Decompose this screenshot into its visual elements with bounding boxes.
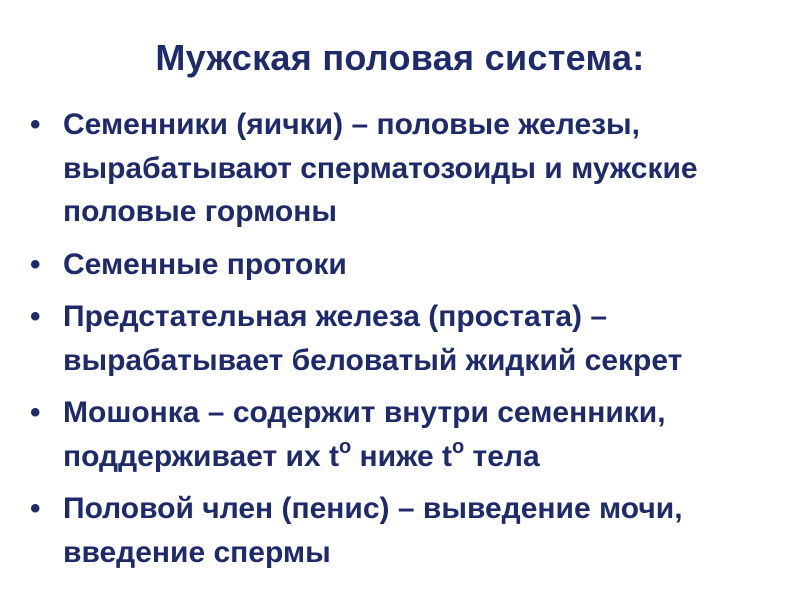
bullet-list	[30, 103, 790, 583]
bullet-icon: •	[30, 300, 41, 333]
bullet-text: Предстательная железа (простата) – вырабатывает беловатый жидкий секрет	[63, 300, 683, 377]
bullet-item-scrotum	[30, 391, 790, 478]
bullet-item-seminal-ducts	[30, 243, 790, 287]
bullet-text-part: Мошонка – содержит внутри семенники, поддерживает их t	[63, 396, 666, 473]
bullet-icon: •	[30, 108, 41, 141]
bullet-text: Семенники (яички) – половые железы, вырабатывают сперматозоиды и мужские половые гормоны	[63, 108, 698, 228]
bullet-icon: •	[30, 247, 41, 281]
degree-superscript: о	[338, 435, 352, 458]
bullet-icon: •	[30, 396, 41, 429]
slide-title: Мужская половая система:	[155, 37, 645, 78]
bullet-item-prostate	[30, 295, 790, 382]
bullet-item-testes	[30, 103, 790, 234]
degree-superscript: о	[451, 435, 465, 458]
bullet-text: Половой член (пенис) – выведение мочи, введение спермы	[63, 492, 683, 569]
bullet-text	[63, 396, 666, 473]
bullet-text: Семенные протоки	[63, 247, 347, 281]
bullet-item-penis	[30, 487, 790, 574]
bullet-text-part: тела	[464, 439, 540, 473]
bullet-text-part: ниже t	[351, 439, 452, 473]
bullet-icon: •	[30, 492, 41, 525]
